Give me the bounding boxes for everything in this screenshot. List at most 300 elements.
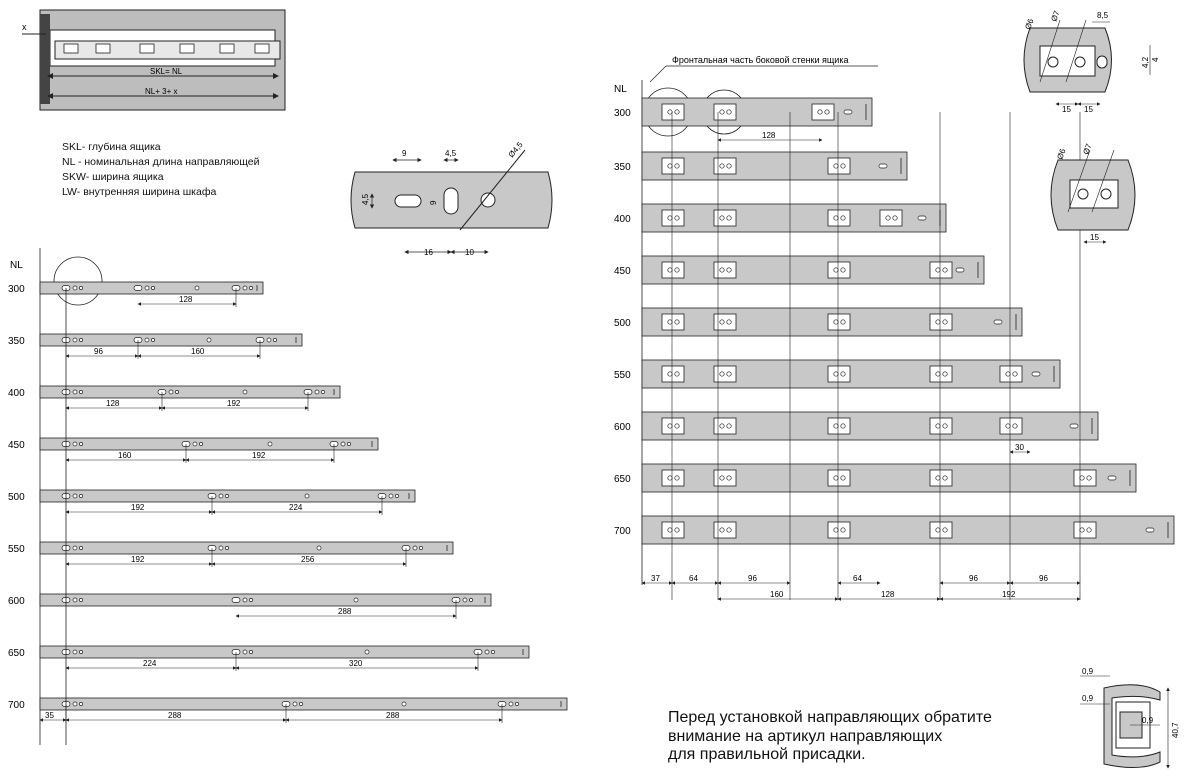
hole-dim-9v: 9 [429, 200, 438, 205]
rail-bracket [714, 210, 736, 226]
rail-hole [273, 338, 276, 341]
rail-hole [1006, 424, 1010, 428]
rail-hole [491, 650, 494, 653]
left-nl-value: 650 [8, 648, 25, 659]
dimension-value: 30 [1015, 443, 1024, 452]
rail-hole [727, 268, 731, 272]
rail-hole [841, 268, 845, 272]
rail-hole [834, 372, 838, 376]
rail-hole [73, 598, 77, 602]
rail-hole [175, 390, 178, 393]
rail-hole [720, 110, 724, 114]
right-rail-450 [614, 256, 984, 284]
rail-slot [134, 286, 142, 291]
dimension-value: 192 [252, 451, 266, 460]
rail-hole [73, 286, 77, 290]
rail-hole [402, 702, 406, 706]
right-rail-600 [614, 412, 1098, 440]
rail-hole [668, 268, 672, 272]
rail-hole [293, 702, 297, 706]
rail-bracket [828, 314, 850, 330]
rail-hole [841, 424, 845, 428]
dimension-value: 64 [689, 574, 698, 583]
rail-bracket [828, 210, 850, 226]
rail-hole [1080, 528, 1084, 532]
rail-hole [243, 390, 247, 394]
rail-bracket [714, 366, 736, 382]
rail-hole [73, 338, 77, 342]
dimension-value: 37 [651, 574, 660, 583]
rail-hole [668, 110, 672, 114]
bracket-detail-top [1023, 9, 1160, 114]
rail-body [40, 646, 529, 658]
rail-hole [73, 390, 77, 394]
rail-bracket [714, 104, 736, 120]
rail-hole [841, 528, 845, 532]
dimension-value: 288 [168, 711, 182, 720]
rail-slot [844, 110, 852, 114]
rail-hole [818, 110, 822, 114]
rail-hole [145, 338, 149, 342]
rail-hole [225, 494, 228, 497]
rail-hole [219, 546, 223, 550]
rail-body [40, 698, 567, 710]
rail-body [40, 438, 378, 450]
rail-bracket [662, 470, 684, 486]
dimension-value: 256 [301, 555, 315, 564]
right-rail-350 [614, 152, 907, 180]
rail-hole [145, 286, 149, 290]
rail-hole [249, 650, 252, 653]
rail-hole [341, 442, 345, 446]
rail-bracket [714, 470, 736, 486]
rail-hole [720, 268, 724, 272]
rail-bracket [662, 158, 684, 174]
rail-hole [73, 494, 77, 498]
left-nl-value: 500 [8, 492, 25, 503]
rail-hole [943, 320, 947, 324]
left-rail-diagram [8, 248, 567, 745]
rail-body [642, 360, 1060, 388]
rail-hole [151, 338, 154, 341]
left-nl-label: NL [10, 260, 23, 271]
rail-hole [305, 494, 309, 498]
rail-slot [1146, 528, 1154, 532]
rail-bracket [662, 314, 684, 330]
rail-hole [79, 598, 82, 601]
total-label: NL+ 3+ x [145, 87, 178, 96]
right-rail-diagram [614, 55, 1174, 600]
rail-hole [841, 476, 845, 480]
rail-hole [151, 286, 154, 289]
detail-top-15a: 15 [1062, 105, 1071, 114]
rail-body [642, 412, 1098, 440]
legend-line: SKW- ширина ящика [62, 171, 164, 183]
rail-hole [720, 424, 724, 428]
rail-bracket [714, 522, 736, 538]
rail-hole [727, 476, 731, 480]
legend-line: LW- внутренняя ширина шкафа [62, 186, 217, 198]
rail-bracket [1074, 470, 1096, 486]
rail-hole [249, 286, 252, 289]
right-nl-value: 550 [614, 370, 631, 381]
rail-body [40, 386, 340, 398]
rail-hole [79, 494, 82, 497]
rail-bracket [662, 418, 684, 434]
rail-hole [1080, 476, 1084, 480]
installation-note [668, 709, 992, 765]
left-nl-value: 600 [8, 596, 25, 607]
left-rail-450 [8, 438, 378, 463]
right-rail-700 [614, 516, 1174, 544]
rail-hole [199, 442, 202, 445]
dimension-value: 35 [45, 711, 54, 720]
rail-hole [720, 528, 724, 532]
rail-hole [720, 372, 724, 376]
dimension-value: 160 [118, 451, 132, 460]
detail-top-4: 4 [1151, 57, 1160, 62]
rail-hole [943, 476, 947, 480]
right-rail-500 [614, 308, 1022, 336]
dimension-value: 128 [881, 590, 895, 599]
rail-hole [668, 424, 672, 428]
dimension-value: 128 [762, 131, 776, 140]
dimension-value: 192 [227, 399, 241, 408]
rail-hole [395, 494, 398, 497]
rail-hole [943, 528, 947, 532]
rail-hole [720, 164, 724, 168]
rail-hole [675, 528, 679, 532]
left-rail-350 [8, 334, 302, 359]
rail-hole [79, 286, 82, 289]
rail-hole [73, 546, 77, 550]
rail-hole [73, 702, 77, 706]
dimension-value: 128 [179, 295, 193, 304]
dimension-value: 128 [106, 399, 120, 408]
right-nl-value: 450 [614, 266, 631, 277]
rail-hole [1013, 372, 1017, 376]
rail-body [40, 594, 491, 606]
rail-hole [675, 110, 679, 114]
rail-hole [841, 372, 845, 376]
rail-hole [675, 372, 679, 376]
rail-bracket [662, 104, 684, 120]
rail-hole [675, 476, 679, 480]
rail-hole [413, 546, 417, 550]
hole-detail [351, 140, 552, 257]
left-rail-300 [8, 282, 263, 307]
rail-hole [825, 110, 829, 114]
rail-bracket [930, 366, 952, 382]
detail-top-15b: 15 [1084, 105, 1093, 114]
rail-hole [365, 650, 369, 654]
left-rail-400 [8, 386, 340, 411]
left-rail-700 [8, 698, 567, 723]
rail-bracket [662, 522, 684, 538]
rail-profile-detail [1080, 667, 1180, 768]
rail-slot [879, 164, 887, 168]
rail-hole [219, 494, 223, 498]
dimension-value: 224 [143, 659, 157, 668]
rail-hole [321, 390, 324, 393]
rail-hole [727, 528, 731, 532]
rail-slot [1032, 372, 1040, 376]
hole-dim-9: 9 [402, 149, 407, 158]
rail-bracket [714, 314, 736, 330]
rail-hole [243, 286, 247, 290]
rail-hole [509, 702, 513, 706]
rail-hole [834, 424, 838, 428]
rail-hole [834, 268, 838, 272]
detail-mid-15: 15 [1090, 233, 1099, 242]
rail-hole [720, 216, 724, 220]
rail-hole [675, 424, 679, 428]
detail-top-42: 4,2 [1141, 56, 1150, 68]
rail-hole [515, 702, 518, 705]
rail-hole [79, 546, 82, 549]
right-nl-value: 400 [614, 214, 631, 225]
rail-hole [834, 320, 838, 324]
left-nl-value: 400 [8, 388, 25, 399]
rail-hole [675, 216, 679, 220]
rail-hole [720, 476, 724, 480]
rail-hole [936, 424, 940, 428]
rail-hole [834, 528, 838, 532]
rail-hole [727, 320, 731, 324]
right-nl-label: NL [614, 84, 627, 95]
rail-bracket [1074, 522, 1096, 538]
rail-slot [918, 216, 926, 220]
rail-hole [943, 424, 947, 428]
legend-line: NL - номинальная длина направляющей [62, 156, 260, 168]
rail-hole [354, 598, 358, 602]
dimension-value: 192 [131, 555, 145, 564]
left-nl-value: 300 [8, 284, 25, 295]
rail-hole [727, 372, 731, 376]
rail-hole [936, 372, 940, 376]
profile-dim-2: 0,9 [1082, 694, 1094, 703]
rail-bracket [930, 262, 952, 278]
dimension-value: 288 [386, 711, 400, 720]
rail-hole [841, 320, 845, 324]
rail-hole [936, 528, 940, 532]
dimension-value: 320 [349, 659, 363, 668]
rail-bracket [828, 470, 850, 486]
rail-hole [79, 702, 82, 705]
rail-hole [249, 598, 252, 601]
hole-dim-45: 4,5 [445, 149, 457, 158]
rail-hole [1013, 424, 1017, 428]
right-rail-550 [614, 360, 1060, 388]
rail-hole [841, 164, 845, 168]
profile-dim-3: 0,9 [1142, 716, 1154, 725]
rail-hole [727, 110, 731, 114]
rail-hole [727, 164, 731, 168]
rail-hole [675, 320, 679, 324]
profile-dim-1: 0,9 [1082, 667, 1094, 676]
rail-bracket [880, 210, 902, 226]
dimension-value: 96 [1039, 574, 1048, 583]
left-nl-value: 700 [8, 700, 25, 711]
hole-dim-45v: 4,5 [361, 193, 370, 205]
rail-hole [195, 286, 199, 290]
note-line: для правильной присадки. [668, 746, 866, 763]
rail-hole [943, 372, 947, 376]
rail-hole [268, 442, 272, 446]
right-nl-value: 650 [614, 474, 631, 485]
rail-hole [720, 320, 724, 324]
profile-dim-4: 40,7 [1171, 722, 1180, 738]
dimension-value: 288 [338, 607, 352, 616]
rail-hole [243, 650, 247, 654]
rail-bracket [662, 210, 684, 226]
rail-bracket [828, 158, 850, 174]
bracket-detail-mid [1051, 142, 1135, 242]
rail-hole [943, 268, 947, 272]
right-rail-300 [614, 98, 872, 126]
rail-hole [389, 494, 393, 498]
rail-hole [936, 320, 940, 324]
rail-hole [73, 442, 77, 446]
rail-hole [675, 268, 679, 272]
left-rail-600 [8, 594, 491, 619]
rail-bracket [930, 418, 952, 434]
rail-hole [73, 650, 77, 654]
hole-dim-10: 10 [465, 248, 474, 257]
left-rail-550 [8, 542, 453, 567]
dimension-value: 96 [94, 347, 103, 356]
rail-hole [463, 598, 467, 602]
dimension-value: 192 [131, 503, 145, 512]
rail-bracket [714, 262, 736, 278]
left-rail-650 [8, 646, 529, 671]
rail-hole [79, 650, 82, 653]
left-nl-value: 450 [8, 440, 25, 451]
rail-bracket [828, 418, 850, 434]
rail-hole [419, 546, 422, 549]
skl-label: SKL= NL [150, 67, 183, 76]
rail-slot [232, 598, 240, 603]
note-line: Перед установкой направляющих обратите [668, 709, 992, 726]
rail-hole [315, 390, 319, 394]
rail-hole [1087, 476, 1091, 480]
rail-slot [994, 320, 1002, 324]
rail-hole [347, 442, 350, 445]
detail-top-d7: Ø7 [1049, 9, 1062, 23]
rail-bracket [930, 470, 952, 486]
rail-hole [485, 650, 489, 654]
abbreviation-legend [62, 140, 260, 200]
right-nl-value: 350 [614, 162, 631, 173]
drawer-schematic [22, 10, 285, 110]
rail-hole [317, 546, 321, 550]
x-label: x [22, 22, 27, 32]
hole-dim-16: 16 [424, 248, 433, 257]
left-nl-value: 350 [8, 336, 25, 347]
rail-bracket [714, 418, 736, 434]
dimension-value: 192 [1002, 590, 1016, 599]
dimension-value: 96 [748, 574, 757, 583]
rail-hole [841, 216, 845, 220]
dimension-value: 160 [770, 590, 784, 599]
rail-hole [727, 216, 731, 220]
rail-hole [668, 528, 672, 532]
rail-hole [668, 216, 672, 220]
rail-hole [79, 338, 82, 341]
rail-hole [79, 390, 82, 393]
rail-hole [193, 442, 197, 446]
rail-bracket [714, 158, 736, 174]
rail-hole [668, 164, 672, 168]
rail-hole [668, 372, 672, 376]
rail-hole [469, 598, 472, 601]
rail-hole [207, 338, 211, 342]
rail-bracket [1000, 366, 1022, 382]
rail-body [40, 542, 453, 554]
dimension-value: 224 [289, 503, 303, 512]
rail-hole [886, 216, 890, 220]
rail-bracket [812, 104, 834, 120]
rail-hole [668, 320, 672, 324]
rail-hole [893, 216, 897, 220]
rail-hole [79, 442, 82, 445]
rail-hole [936, 476, 940, 480]
rail-bracket [930, 522, 952, 538]
detail-mid-d7: Ø7 [1081, 142, 1094, 156]
front-wall-header: Фронтальная часть боковой стенки ящика [672, 55, 849, 65]
rail-hole [225, 546, 228, 549]
rail-hole [834, 216, 838, 220]
right-nl-value: 700 [614, 526, 631, 537]
left-rail-500 [8, 490, 415, 515]
rail-bracket [662, 366, 684, 382]
detail-top-85: 8,5 [1097, 11, 1109, 20]
rail-hole [834, 164, 838, 168]
dimension-value: 64 [853, 574, 862, 583]
detail-mid-d6: Ø6 [1055, 147, 1068, 161]
legend-line: SKL- глубина ящика [62, 141, 161, 153]
rail-hole [1087, 528, 1091, 532]
rail-bracket [930, 314, 952, 330]
dimension-value: 160 [191, 347, 205, 356]
rail-hole [834, 476, 838, 480]
detail-top-d6: Ø6 [1023, 17, 1036, 31]
rail-bracket [1000, 418, 1022, 434]
rail-slot [956, 268, 964, 272]
rail-slot [1070, 424, 1078, 428]
rail-hole [243, 598, 247, 602]
hole-dim-dia: Ø4,5 [506, 140, 525, 160]
left-nl-value: 550 [8, 544, 25, 555]
rail-hole [936, 268, 940, 272]
right-nl-value: 600 [614, 422, 631, 433]
right-rail-400 [614, 204, 946, 232]
rail-hole [299, 702, 302, 705]
rail-hole [1006, 372, 1010, 376]
rail-hole [675, 164, 679, 168]
right-nl-value: 500 [614, 318, 631, 329]
rail-bracket [662, 262, 684, 278]
rail-hole [668, 476, 672, 480]
rail-hole [267, 338, 271, 342]
rail-hole [727, 424, 731, 428]
rail-hole [169, 390, 173, 394]
right-rail-650 [614, 464, 1136, 492]
rail-bracket [828, 366, 850, 382]
rail-bracket [828, 262, 850, 278]
rail-bracket [828, 522, 850, 538]
note-line: внимание на артикул направляющих [668, 727, 943, 745]
